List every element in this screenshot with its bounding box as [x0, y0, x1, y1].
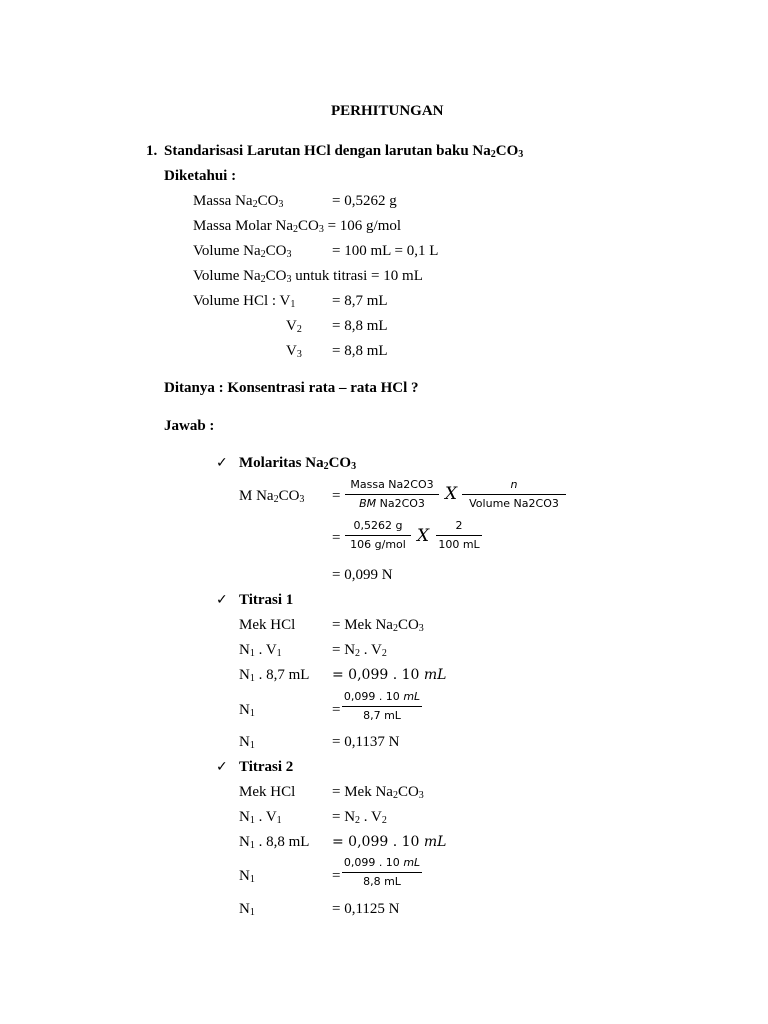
t2-result: = 0,1125 N [332, 901, 400, 917]
t1-n1v1-label: $N_1$ . $V_1$ [239, 642, 282, 659]
massa-label: Massa $Na_2CO_3$ [193, 193, 284, 210]
section-number: 1. [146, 143, 158, 159]
m-na2co3-label: M $Na_2CO_3$ [239, 488, 305, 505]
fraction-n-volume-value: $\frac{2}{100 mL}$ [436, 519, 482, 552]
t2-n2v2-value: = $N_2$ . $V_2$ [332, 809, 387, 826]
massa-molar-row: Massa Molar $Na_2CO_3 = 106$ g/mol [193, 218, 402, 235]
diketahui-label: Diketahui : [164, 168, 237, 184]
t2-mek-label: Mek HCl [239, 784, 296, 800]
volume-hcl-label: Volume HCl : $V_1$ [193, 293, 296, 310]
volume-titrasi-row: Volume $Na_2CO_3$ untuk titrasi = 10 mL [193, 268, 423, 285]
checkmark-icon: ✓ [216, 455, 228, 471]
equals-sign-2: = [332, 530, 341, 546]
multiply-x-2: X [417, 526, 430, 546]
equals-sign: = [332, 488, 341, 504]
t1-equals: = [332, 702, 341, 718]
volume-label: Volume $Na_2CO_3$ [193, 243, 292, 260]
massa-value: = 0,5262 g [332, 193, 397, 209]
molaritas-heading: Molaritas $Na_2CO_3$ [239, 455, 357, 472]
t1-mek-value: = Mek $Na_2CO_3$ [332, 617, 424, 634]
t2-n1-volume-value: = 0,099 . 10 mL [332, 834, 447, 850]
t2-n1-volume-label: $N_1$ . 8,8 mL [239, 834, 310, 851]
checkmark-icon: ✓ [216, 759, 228, 775]
t2-fraction: $\frac{0,099 . 10 mL}{8,8 mL}$ [343, 856, 421, 888]
t1-mek-label: Mek HCl [239, 617, 296, 633]
volume-value: = 100 mL = 0,1 L [332, 243, 439, 259]
v3-label: $V_3$ [286, 343, 302, 360]
t2-mek-value: = Mek $Na_2CO_3$ [332, 784, 424, 801]
t1-n1-result-label: $N_1$ [239, 734, 255, 751]
fraction-massa-value: 0,5262 g 106 g/mol [345, 519, 411, 552]
t1-n1-volume-value: = 0,099 . 10 mL [332, 667, 447, 683]
t2-n1v1-label: $N_1$ . $V_1$ [239, 809, 282, 826]
fraction-n-volume: n Volume Na2CO3 [462, 478, 566, 511]
t2-n1-label: $N_1$ [239, 868, 255, 885]
t2-n1-result-label: $N_1$ [239, 901, 255, 918]
titrasi1-heading: Titrasi 1 [239, 592, 294, 608]
v2-label: $V_2$ [286, 318, 302, 335]
titrasi2-heading: Titrasi 2 [239, 759, 294, 775]
v3-value: = 8,8 mL [332, 343, 388, 359]
t2-equals: = [332, 868, 341, 884]
ditanya-text: Ditanya : Konsentrasi rata – rata HCl ? [164, 380, 419, 396]
t1-fraction: $\frac{0,099 . 10 mL}{8,7 mL}$ [343, 690, 421, 722]
v2-value: = 8,8 mL [332, 318, 388, 334]
fraction-massa-bm: Massa Na2CO3 BM Na2CO3 [345, 478, 439, 511]
checkmark-icon: ✓ [216, 592, 228, 608]
section-heading: Standarisasi Larutan HCl dengan larutan baku $Na_2CO_3$ [164, 143, 524, 160]
t1-n1-volume-label: $N_1$ . 8,7 mL [239, 667, 310, 684]
v1-value: = 8,7 mL [332, 293, 388, 309]
multiply-x: X [445, 484, 458, 504]
molaritas-result: = 0,099 N [332, 567, 393, 583]
t1-result: = 0,1137 N [332, 734, 400, 750]
t1-n2v2-value: = $N_2$ . $V_2$ [332, 642, 387, 659]
jawab-label: Jawab : [164, 418, 215, 434]
page-title: PERHITUNGAN [331, 103, 444, 119]
t1-n1-label: $N_1$ [239, 702, 255, 719]
